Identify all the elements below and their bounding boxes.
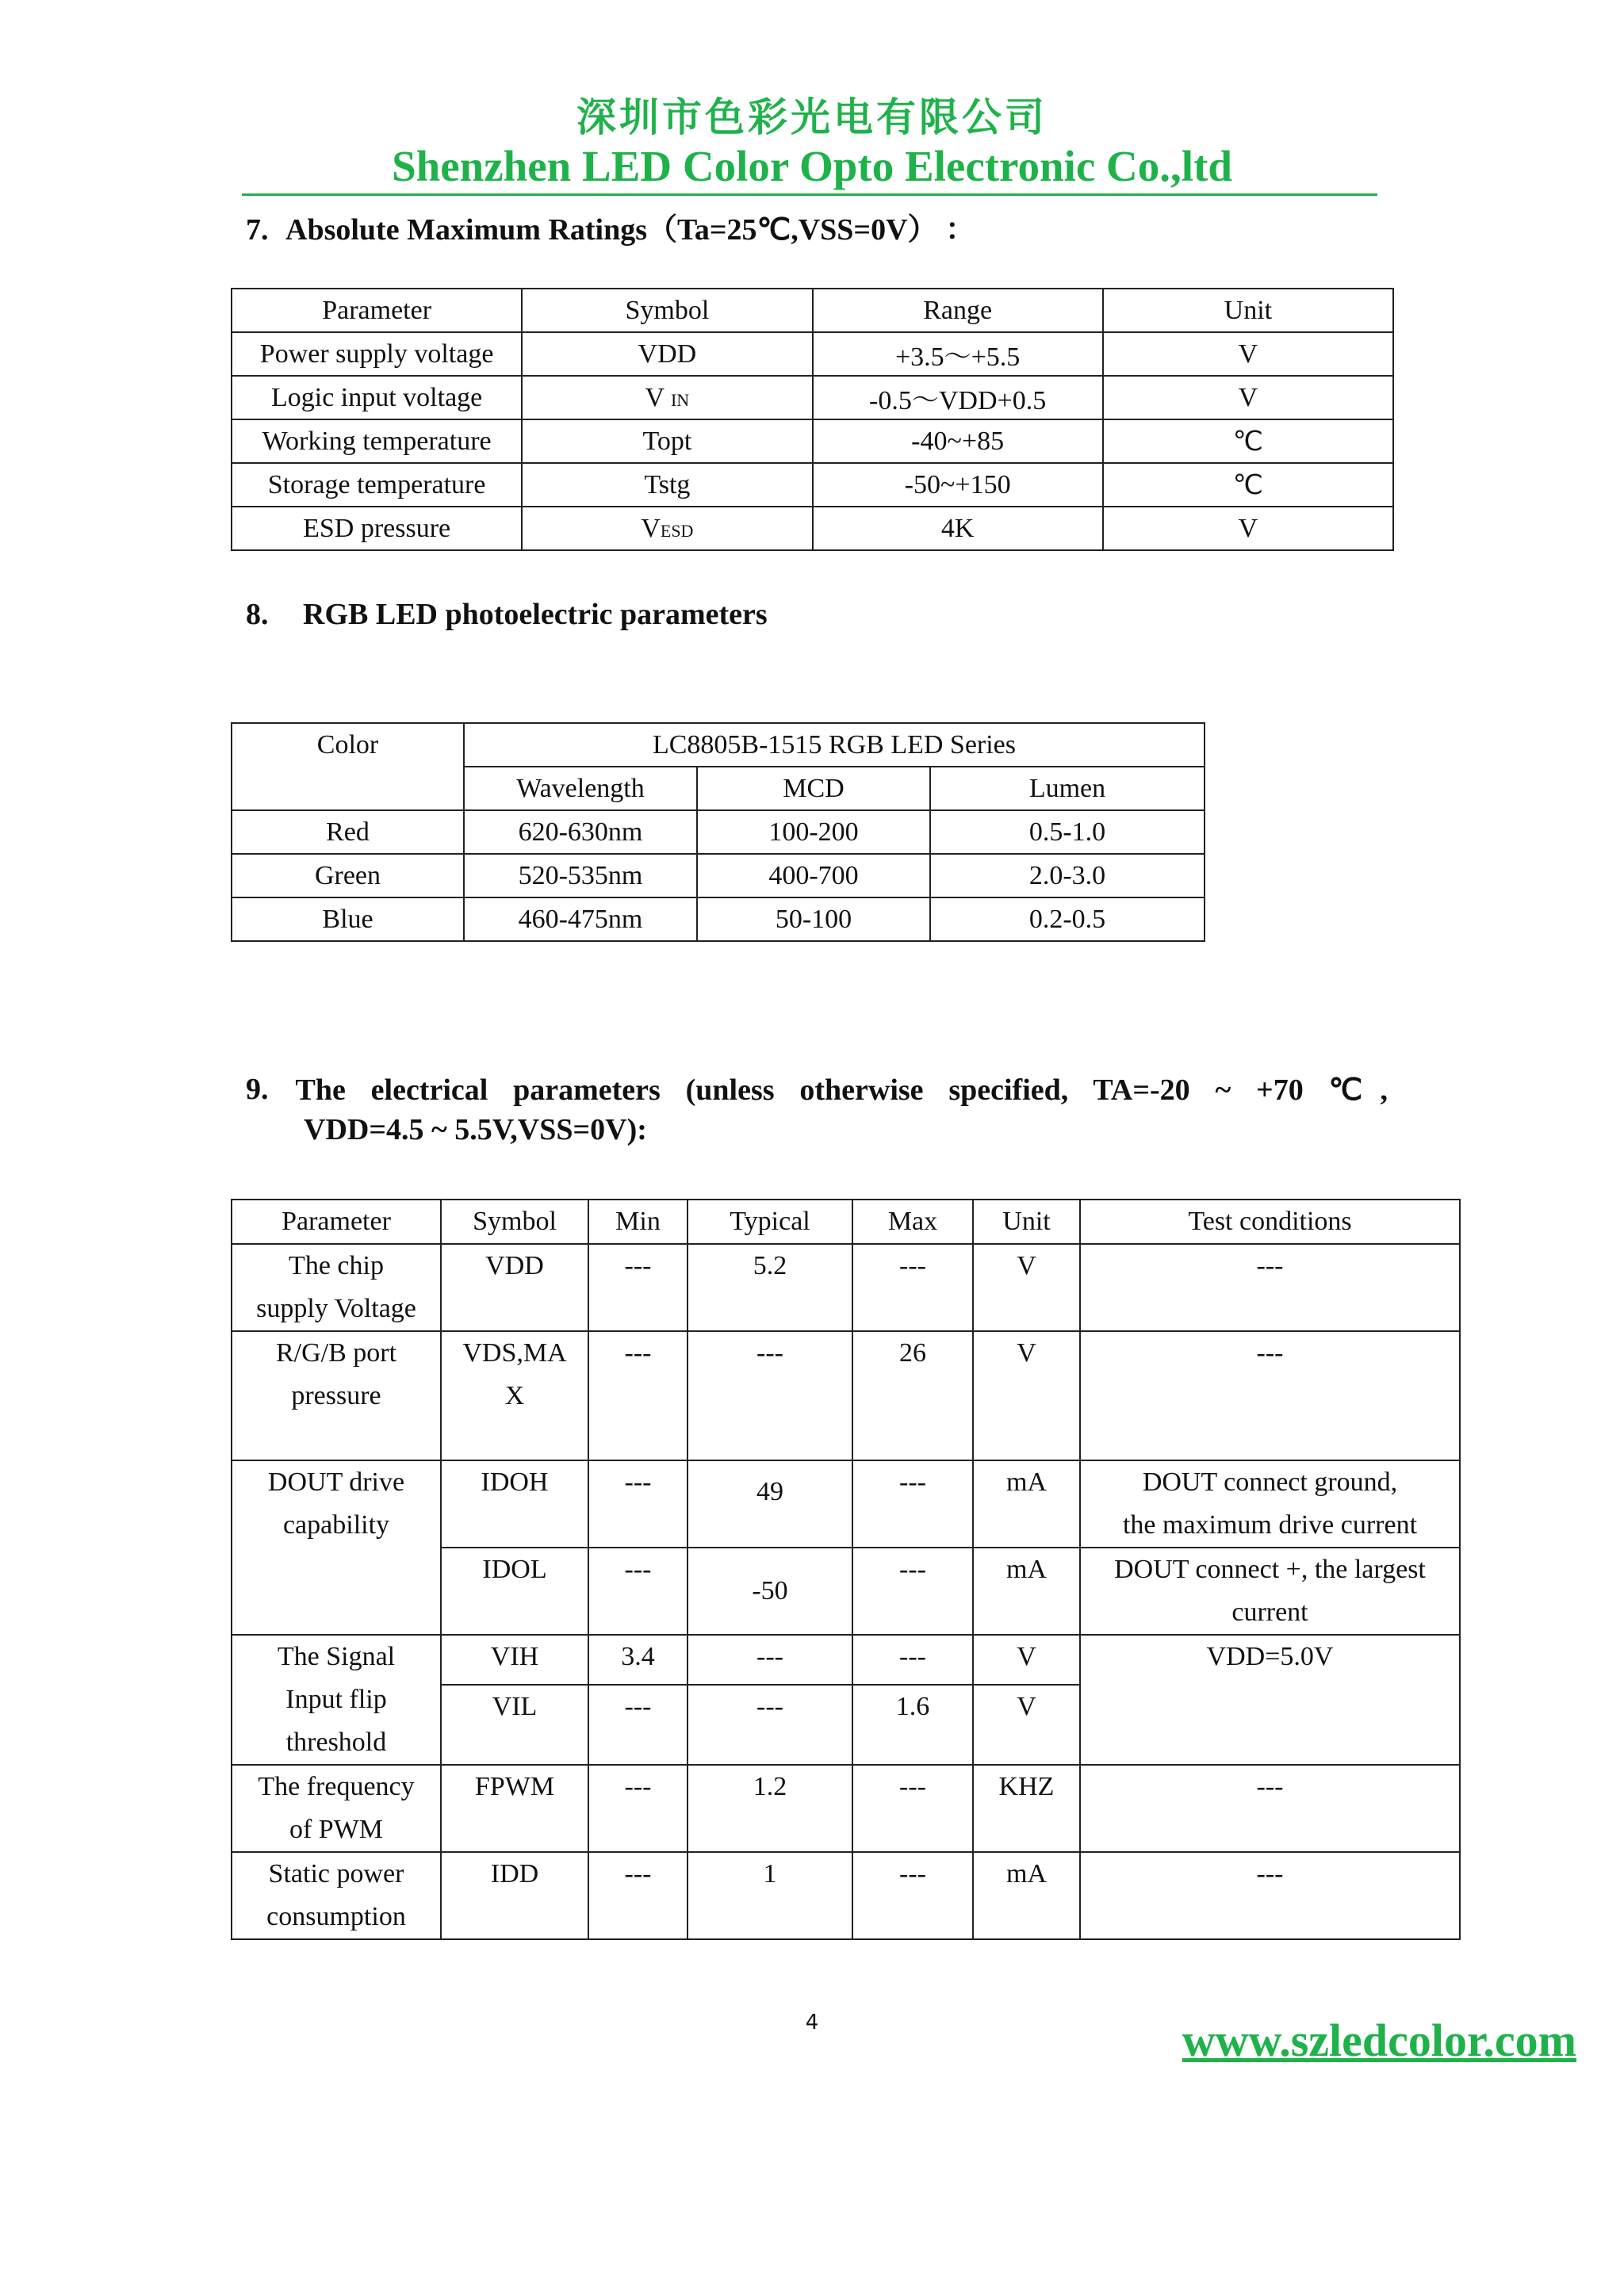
symbol-cell: IDOL: [441, 1548, 588, 1635]
unit-cell: ℃: [1103, 419, 1393, 463]
absolute-max-ratings-table: [231, 288, 1394, 551]
table-header-row: [232, 1200, 1460, 1244]
table-row: [232, 1244, 1460, 1331]
unit-cell: V: [1103, 332, 1393, 376]
max-cell: ---: [852, 1765, 973, 1852]
section-8-title: RGB LED photoelectric parameters: [303, 598, 768, 631]
header-cell: MCD: [697, 767, 930, 810]
typical-cell: -50: [688, 1548, 852, 1635]
symbol-cell: VDS,MA X: [441, 1331, 588, 1460]
table-row: [232, 507, 1393, 550]
mcd-cell: 100-200: [697, 810, 930, 854]
parameter-cell: Power supply voltage: [232, 332, 522, 376]
test-cell: VDD=5.0V: [1080, 1635, 1460, 1765]
website-link[interactable]: www.szledcolor.com: [1182, 2015, 1576, 2066]
symbol-cell: VIL: [441, 1685, 588, 1765]
min-cell: ---: [588, 1244, 688, 1331]
unit-cell: V: [1103, 507, 1393, 550]
header-cell: Unit: [1103, 289, 1393, 332]
table-row: [232, 1331, 1460, 1460]
range-cell: 4K: [813, 507, 1103, 550]
lumen-cell: 2.0-3.0: [930, 854, 1205, 897]
test-cell: ---: [1080, 1244, 1460, 1331]
min-cell: ---: [588, 1765, 688, 1852]
unit-cell: V: [973, 1635, 1080, 1685]
section-7-number: 7.: [246, 213, 269, 247]
test-cell: ---: [1080, 1331, 1460, 1460]
section-9-title-line2: VDD=4.5 ~ 5.5V,VSS=0V):: [304, 1113, 647, 1146]
test-cell: DOUT connect +, the largest current: [1080, 1548, 1460, 1635]
symbol-cell: IDOH: [441, 1460, 588, 1548]
typical-cell: 1.2: [688, 1765, 852, 1852]
lumen-cell: 0.2-0.5: [930, 897, 1205, 941]
header-cell: Wavelength: [464, 767, 697, 810]
min-cell: ---: [588, 1852, 688, 1939]
symbol-cell: VDD: [441, 1244, 588, 1331]
max-cell: ---: [852, 1852, 973, 1939]
series-header-cell: LC8805B-1515 RGB LED Series: [464, 723, 1205, 767]
unit-cell: ℃: [1103, 463, 1393, 507]
parameter-cell: ESD pressure: [232, 507, 522, 550]
section-8-heading: [246, 597, 768, 632]
typical-cell: ---: [688, 1331, 852, 1460]
mcd-cell: 50-100: [697, 897, 930, 941]
header-cell: Typical: [688, 1200, 852, 1244]
table-row: [232, 897, 1205, 941]
section-7-title: Absolute Maximum Ratings（Ta=25℃,VSS=0V） ：: [285, 213, 976, 247]
symbol-cell: VDD: [522, 332, 812, 376]
table-header-row: [232, 723, 1205, 767]
color-cell: Blue: [232, 897, 464, 941]
header-cell: Symbol: [522, 289, 812, 332]
wavelength-cell: 520-535nm: [464, 854, 697, 897]
unit-cell: mA: [973, 1460, 1080, 1548]
table-row: [232, 810, 1205, 854]
header-cell: Lumen: [930, 767, 1205, 810]
table-row: [232, 1852, 1460, 1939]
range-cell: +3.5～+5.5: [813, 332, 1103, 376]
min-cell: ---: [588, 1548, 688, 1635]
header-cell: Range: [813, 289, 1103, 332]
section-9-heading: [246, 1072, 1388, 1147]
mcd-cell: 400-700: [697, 854, 930, 897]
section-9-number: 9.: [246, 1073, 269, 1106]
lumen-cell: 0.5-1.0: [930, 810, 1205, 854]
min-cell: 3.4: [588, 1635, 688, 1685]
min-cell: ---: [588, 1331, 688, 1460]
table-row: [232, 1765, 1460, 1852]
page-number: 4: [805, 2011, 819, 2034]
unit-cell: mA: [973, 1548, 1080, 1635]
range-cell: -50~+150: [813, 463, 1103, 507]
company-name-english: Shenzhen LED Color Opto Electronic Co.,ltd: [392, 142, 1232, 190]
header-cell: Unit: [973, 1200, 1080, 1244]
symbol-cell: V IN: [522, 376, 812, 419]
color-cell: Green: [232, 854, 464, 897]
header-cell: Symbol: [441, 1200, 588, 1244]
typical-cell: 1: [688, 1852, 852, 1939]
table-row: [232, 463, 1393, 507]
range-cell: -40~+85: [813, 419, 1103, 463]
test-cell: DOUT connect ground, the maximum drive current: [1080, 1460, 1460, 1548]
header-cell: Min: [588, 1200, 688, 1244]
parameter-cell: DOUT drive capability: [232, 1460, 441, 1635]
max-cell: ---: [852, 1635, 973, 1685]
max-cell: 1.6: [852, 1685, 973, 1765]
header-cell: Test conditions: [1080, 1200, 1460, 1244]
test-cell: ---: [1080, 1852, 1460, 1939]
parameter-cell: The frequency of PWM: [232, 1765, 441, 1852]
symbol-cell: Topt: [522, 419, 812, 463]
unit-cell: V: [973, 1331, 1080, 1460]
section-8-number: 8.: [246, 598, 269, 631]
symbol-cell: Tstg: [522, 463, 812, 507]
typical-cell: 49: [688, 1460, 852, 1548]
color-header-cell: Color: [232, 723, 464, 810]
min-cell: ---: [588, 1685, 688, 1765]
range-cell: -0.5～VDD+0.5: [813, 376, 1103, 419]
table-row: [232, 1635, 1460, 1685]
typical-cell: 5.2: [688, 1244, 852, 1331]
typical-cell: ---: [688, 1635, 852, 1685]
unit-cell: V: [1103, 376, 1393, 419]
symbol-cell: FPWM: [441, 1765, 588, 1852]
parameter-cell: Logic input voltage: [232, 376, 522, 419]
parameter-cell: R/G/B port pressure: [232, 1331, 441, 1460]
parameter-cell: Static power consumption: [232, 1852, 441, 1939]
max-cell: 26: [852, 1331, 973, 1460]
symbol-subscript: IN: [670, 389, 690, 410]
color-cell: Red: [232, 810, 464, 854]
symbol-cell: IDD: [441, 1852, 588, 1939]
unit-cell: V: [973, 1244, 1080, 1331]
parameter-cell: The Signal Input flip threshold: [232, 1635, 441, 1765]
rgb-led-photoelectric-table: [231, 722, 1205, 942]
table-row: [232, 419, 1393, 463]
table-row: [232, 332, 1393, 376]
max-cell: ---: [852, 1548, 973, 1635]
symbol-cell: VIH: [441, 1635, 588, 1685]
max-cell: ---: [852, 1244, 973, 1331]
min-cell: ---: [588, 1460, 688, 1548]
table-row: [232, 376, 1393, 419]
section-7-heading: [246, 205, 975, 248]
header-cell: Max: [852, 1200, 973, 1244]
header-divider: [242, 193, 1377, 196]
symbol-subscript: ESD: [660, 520, 694, 541]
table-header-row: [232, 289, 1393, 332]
table-row: [232, 854, 1205, 897]
section-9-title-line1: The electrical parameters (unless otherwise specified, TA=-20 ~ +70 ℃,: [295, 1073, 1388, 1107]
electrical-parameters-table: [231, 1199, 1461, 1940]
typical-cell: ---: [688, 1685, 852, 1765]
parameter-cell: Storage temperature: [232, 463, 522, 507]
header-cell: Parameter: [232, 1200, 441, 1244]
unit-cell: mA: [973, 1852, 1080, 1939]
parameter-cell: The chip supply Voltage: [232, 1244, 441, 1331]
table-row: [232, 1460, 1460, 1548]
company-name-chinese: 深圳市色彩光电有限公司: [576, 94, 1048, 140]
wavelength-cell: 460-475nm: [464, 897, 697, 941]
symbol-cell: VESD: [522, 507, 812, 550]
parameter-cell: Working temperature: [232, 419, 522, 463]
test-cell: ---: [1080, 1765, 1460, 1852]
unit-cell: V: [973, 1685, 1080, 1765]
max-cell: ---: [852, 1460, 973, 1548]
unit-cell: KHZ: [973, 1765, 1080, 1852]
header-cell: Parameter: [232, 289, 522, 332]
wavelength-cell: 620-630nm: [464, 810, 697, 854]
